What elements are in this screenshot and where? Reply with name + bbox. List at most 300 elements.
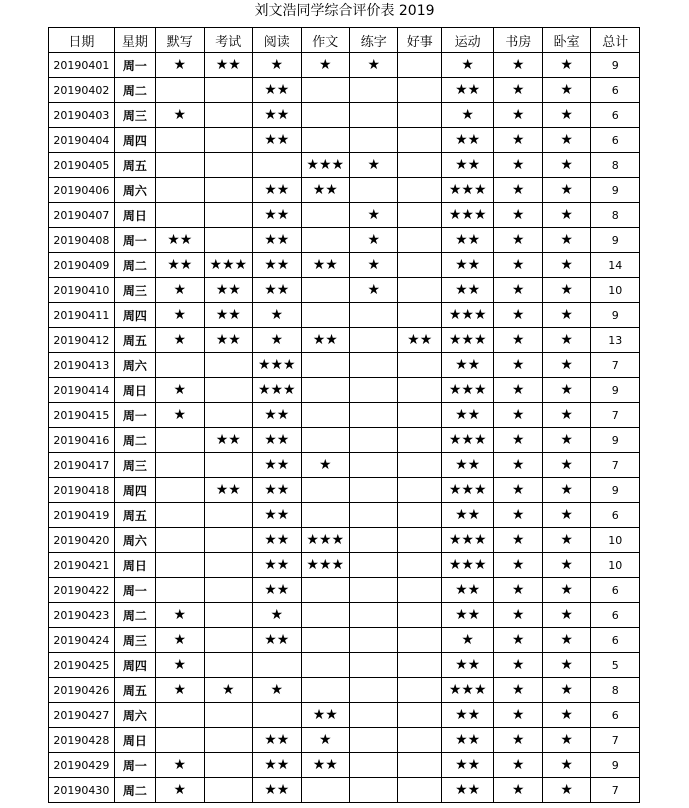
composition-stars bbox=[301, 278, 349, 303]
bedroom-stars: ★ bbox=[542, 303, 590, 328]
total-cell: 9 bbox=[591, 428, 640, 453]
total-cell: 5 bbox=[591, 653, 640, 678]
composition-stars bbox=[301, 428, 349, 453]
table-row bbox=[49, 203, 640, 228]
weekday-cell: 周二 bbox=[114, 603, 155, 628]
reading-stars: ★ bbox=[253, 678, 301, 703]
calligraphy-stars bbox=[350, 753, 398, 778]
composition-stars bbox=[301, 478, 349, 503]
calligraphy-stars bbox=[350, 303, 398, 328]
calligraphy-stars bbox=[350, 503, 398, 528]
reading-stars: ★★ bbox=[253, 78, 301, 103]
reading-stars: ★★ bbox=[253, 128, 301, 153]
exam-stars: ★★ bbox=[204, 303, 252, 328]
sports-stars: ★ bbox=[441, 103, 494, 128]
calligraphy-stars: ★ bbox=[350, 153, 398, 178]
bedroom-stars: ★ bbox=[542, 453, 590, 478]
date-cell: 20190430 bbox=[49, 778, 115, 803]
good-deeds-stars bbox=[398, 778, 441, 803]
dictation-stars: ★ bbox=[156, 378, 204, 403]
bedroom-stars: ★ bbox=[542, 578, 590, 603]
composition-stars: ★★ bbox=[301, 253, 349, 278]
calligraphy-stars bbox=[350, 528, 398, 553]
date-cell: 20190404 bbox=[49, 128, 115, 153]
bedroom-stars: ★ bbox=[542, 228, 590, 253]
date-cell: 20190424 bbox=[49, 628, 115, 653]
dictation-stars: ★ bbox=[156, 753, 204, 778]
date-cell: 20190411 bbox=[49, 303, 115, 328]
composition-stars bbox=[301, 303, 349, 328]
reading-stars: ★★ bbox=[253, 753, 301, 778]
good-deeds-stars bbox=[398, 453, 441, 478]
reading-stars: ★★ bbox=[253, 528, 301, 553]
table-row bbox=[49, 553, 640, 578]
total-cell: 13 bbox=[591, 328, 640, 353]
weekday-cell: 周日 bbox=[114, 553, 155, 578]
composition-stars: ★★★ bbox=[301, 528, 349, 553]
exam-stars: ★★ bbox=[204, 53, 252, 78]
dictation-stars bbox=[156, 78, 204, 103]
table-row bbox=[49, 653, 640, 678]
weekday-cell: 周二 bbox=[114, 428, 155, 453]
calligraphy-stars: ★ bbox=[350, 53, 398, 78]
total-cell: 8 bbox=[591, 203, 640, 228]
bedroom-stars: ★ bbox=[542, 378, 590, 403]
exam-stars bbox=[204, 203, 252, 228]
table-row bbox=[49, 528, 640, 553]
good-deeds-stars bbox=[398, 153, 441, 178]
exam-stars bbox=[204, 653, 252, 678]
dictation-stars bbox=[156, 528, 204, 553]
page-title: 刘文浩同学综合评价表 2019 bbox=[254, 3, 435, 19]
table-row bbox=[49, 453, 640, 478]
reading-stars: ★★★ bbox=[253, 378, 301, 403]
study-room-stars: ★ bbox=[494, 278, 542, 303]
study-room-stars: ★ bbox=[494, 478, 542, 503]
sports-stars: ★★ bbox=[441, 453, 494, 478]
table-row bbox=[49, 178, 640, 203]
header-reading: 阅读 bbox=[253, 28, 301, 53]
sports-stars: ★★★ bbox=[441, 328, 494, 353]
dictation-stars: ★ bbox=[156, 628, 204, 653]
table-header-row bbox=[49, 28, 640, 53]
weekday-cell: 周一 bbox=[114, 403, 155, 428]
date-cell: 20190410 bbox=[49, 278, 115, 303]
dictation-stars bbox=[156, 428, 204, 453]
date-cell: 20190418 bbox=[49, 478, 115, 503]
study-room-stars: ★ bbox=[494, 353, 542, 378]
reading-stars: ★ bbox=[253, 53, 301, 78]
total-cell: 10 bbox=[591, 278, 640, 303]
good-deeds-stars bbox=[398, 353, 441, 378]
reading-stars: ★★ bbox=[253, 578, 301, 603]
exam-stars bbox=[204, 353, 252, 378]
header-exam: 考试 bbox=[204, 28, 252, 53]
study-room-stars: ★ bbox=[494, 553, 542, 578]
bedroom-stars: ★ bbox=[542, 753, 590, 778]
exam-stars: ★ bbox=[204, 678, 252, 703]
sports-stars: ★★ bbox=[441, 353, 494, 378]
good-deeds-stars bbox=[398, 728, 441, 753]
weekday-cell: 周四 bbox=[114, 653, 155, 678]
reading-stars bbox=[253, 153, 301, 178]
good-deeds-stars bbox=[398, 203, 441, 228]
reading-stars: ★★ bbox=[253, 553, 301, 578]
reading-stars: ★★ bbox=[253, 203, 301, 228]
composition-stars: ★ bbox=[301, 53, 349, 78]
composition-stars bbox=[301, 203, 349, 228]
date-cell: 20190421 bbox=[49, 553, 115, 578]
table-row bbox=[49, 478, 640, 503]
weekday-cell: 周一 bbox=[114, 228, 155, 253]
total-cell: 10 bbox=[591, 553, 640, 578]
sports-stars: ★★★ bbox=[441, 478, 494, 503]
header-dictation: 默写 bbox=[156, 28, 204, 53]
table-row bbox=[49, 728, 640, 753]
exam-stars bbox=[204, 628, 252, 653]
total-cell: 9 bbox=[591, 753, 640, 778]
exam-stars bbox=[204, 778, 252, 803]
study-room-stars: ★ bbox=[494, 753, 542, 778]
exam-stars: ★★ bbox=[204, 328, 252, 353]
composition-stars: ★★ bbox=[301, 703, 349, 728]
date-cell: 20190423 bbox=[49, 603, 115, 628]
calligraphy-stars bbox=[350, 378, 398, 403]
total-cell: 8 bbox=[591, 153, 640, 178]
sports-stars: ★★ bbox=[441, 228, 494, 253]
sports-stars: ★★ bbox=[441, 603, 494, 628]
dictation-stars: ★ bbox=[156, 678, 204, 703]
composition-stars: ★ bbox=[301, 728, 349, 753]
exam-stars bbox=[204, 103, 252, 128]
date-cell: 20190403 bbox=[49, 103, 115, 128]
exam-stars bbox=[204, 703, 252, 728]
study-room-stars: ★ bbox=[494, 453, 542, 478]
good-deeds-stars bbox=[398, 228, 441, 253]
exam-stars: ★★★ bbox=[204, 253, 252, 278]
reading-stars: ★★ bbox=[253, 478, 301, 503]
bedroom-stars: ★ bbox=[542, 103, 590, 128]
good-deeds-stars bbox=[398, 278, 441, 303]
study-room-stars: ★ bbox=[494, 128, 542, 153]
calligraphy-stars bbox=[350, 328, 398, 353]
date-cell: 20190402 bbox=[49, 78, 115, 103]
total-cell: 9 bbox=[591, 303, 640, 328]
bedroom-stars: ★ bbox=[542, 428, 590, 453]
table-row bbox=[49, 503, 640, 528]
sports-stars: ★★ bbox=[441, 128, 494, 153]
date-cell: 20190416 bbox=[49, 428, 115, 453]
bedroom-stars: ★ bbox=[542, 178, 590, 203]
exam-stars bbox=[204, 178, 252, 203]
good-deeds-stars bbox=[398, 103, 441, 128]
total-cell: 7 bbox=[591, 728, 640, 753]
table-row bbox=[49, 253, 640, 278]
total-cell: 6 bbox=[591, 703, 640, 728]
exam-stars bbox=[204, 503, 252, 528]
good-deeds-stars bbox=[398, 478, 441, 503]
composition-stars: ★★ bbox=[301, 328, 349, 353]
weekday-cell: 周三 bbox=[114, 628, 155, 653]
table-row bbox=[49, 628, 640, 653]
composition-stars bbox=[301, 578, 349, 603]
sports-stars: ★★ bbox=[441, 253, 494, 278]
bedroom-stars: ★ bbox=[542, 653, 590, 678]
total-cell: 9 bbox=[591, 53, 640, 78]
calligraphy-stars bbox=[350, 578, 398, 603]
table-row bbox=[49, 153, 640, 178]
composition-stars bbox=[301, 603, 349, 628]
bedroom-stars: ★ bbox=[542, 203, 590, 228]
study-room-stars: ★ bbox=[494, 78, 542, 103]
exam-stars: ★★ bbox=[204, 428, 252, 453]
reading-stars: ★★★ bbox=[253, 353, 301, 378]
calligraphy-stars: ★ bbox=[350, 203, 398, 228]
sports-stars: ★★ bbox=[441, 728, 494, 753]
calligraphy-stars bbox=[350, 628, 398, 653]
study-room-stars: ★ bbox=[494, 503, 542, 528]
header-good-deeds: 好事 bbox=[398, 28, 441, 53]
date-cell: 20190412 bbox=[49, 328, 115, 353]
header-total: 总计 bbox=[591, 28, 640, 53]
study-room-stars: ★ bbox=[494, 428, 542, 453]
good-deeds-stars bbox=[398, 553, 441, 578]
weekday-cell: 周三 bbox=[114, 103, 155, 128]
dictation-stars: ★★ bbox=[156, 253, 204, 278]
weekday-cell: 周二 bbox=[114, 78, 155, 103]
header-sports: 运动 bbox=[441, 28, 494, 53]
sports-stars: ★★ bbox=[441, 653, 494, 678]
calligraphy-stars: ★ bbox=[350, 228, 398, 253]
exam-stars: ★★ bbox=[204, 278, 252, 303]
table-row bbox=[49, 678, 640, 703]
bedroom-stars: ★ bbox=[542, 153, 590, 178]
calligraphy-stars bbox=[350, 553, 398, 578]
good-deeds-stars bbox=[398, 53, 441, 78]
bedroom-stars: ★ bbox=[542, 478, 590, 503]
good-deeds-stars bbox=[398, 703, 441, 728]
weekday-cell: 周日 bbox=[114, 728, 155, 753]
reading-stars: ★★ bbox=[253, 503, 301, 528]
calligraphy-stars bbox=[350, 703, 398, 728]
composition-stars bbox=[301, 78, 349, 103]
total-cell: 6 bbox=[591, 503, 640, 528]
sports-stars: ★ bbox=[441, 628, 494, 653]
sports-stars: ★★ bbox=[441, 503, 494, 528]
good-deeds-stars bbox=[398, 78, 441, 103]
sports-stars: ★★★ bbox=[441, 203, 494, 228]
table-row bbox=[49, 303, 640, 328]
exam-stars bbox=[204, 453, 252, 478]
dictation-stars: ★ bbox=[156, 328, 204, 353]
table-row bbox=[49, 603, 640, 628]
table-row bbox=[49, 103, 640, 128]
weekday-cell: 周日 bbox=[114, 378, 155, 403]
bedroom-stars: ★ bbox=[542, 78, 590, 103]
exam-stars bbox=[204, 153, 252, 178]
reading-stars: ★★ bbox=[253, 403, 301, 428]
sports-stars: ★★ bbox=[441, 403, 494, 428]
table-row bbox=[49, 753, 640, 778]
good-deeds-stars bbox=[398, 753, 441, 778]
date-cell: 20190429 bbox=[49, 753, 115, 778]
weekday-cell: 周二 bbox=[114, 778, 155, 803]
reading-stars: ★ bbox=[253, 328, 301, 353]
weekday-cell: 周五 bbox=[114, 678, 155, 703]
total-cell: 9 bbox=[591, 178, 640, 203]
table-row bbox=[49, 228, 640, 253]
study-room-stars: ★ bbox=[494, 528, 542, 553]
reading-stars bbox=[253, 703, 301, 728]
good-deeds-stars: ★★ bbox=[398, 328, 441, 353]
date-cell: 20190425 bbox=[49, 653, 115, 678]
date-cell: 20190406 bbox=[49, 178, 115, 203]
bedroom-stars: ★ bbox=[542, 253, 590, 278]
total-cell: 14 bbox=[591, 253, 640, 278]
date-cell: 20190408 bbox=[49, 228, 115, 253]
composition-stars: ★ bbox=[301, 453, 349, 478]
dictation-stars: ★ bbox=[156, 603, 204, 628]
dictation-stars: ★ bbox=[156, 778, 204, 803]
study-room-stars: ★ bbox=[494, 678, 542, 703]
exam-stars bbox=[204, 128, 252, 153]
sports-stars: ★★ bbox=[441, 278, 494, 303]
calligraphy-stars bbox=[350, 653, 398, 678]
dictation-stars bbox=[156, 353, 204, 378]
weekday-cell: 周五 bbox=[114, 328, 155, 353]
composition-stars: ★★★ bbox=[301, 153, 349, 178]
study-room-stars: ★ bbox=[494, 203, 542, 228]
good-deeds-stars bbox=[398, 503, 441, 528]
header-bedroom: 卧室 bbox=[542, 28, 590, 53]
calligraphy-stars bbox=[350, 353, 398, 378]
reading-stars: ★★ bbox=[253, 253, 301, 278]
weekday-cell: 周六 bbox=[114, 528, 155, 553]
date-cell: 20190420 bbox=[49, 528, 115, 553]
bedroom-stars: ★ bbox=[542, 628, 590, 653]
good-deeds-stars bbox=[398, 428, 441, 453]
study-room-stars: ★ bbox=[494, 253, 542, 278]
date-cell: 20190422 bbox=[49, 578, 115, 603]
dictation-stars: ★ bbox=[156, 53, 204, 78]
table-row bbox=[49, 328, 640, 353]
composition-stars: ★★★ bbox=[301, 553, 349, 578]
weekday-cell: 周六 bbox=[114, 178, 155, 203]
weekday-cell: 周日 bbox=[114, 203, 155, 228]
date-cell: 20190415 bbox=[49, 403, 115, 428]
sports-stars: ★★ bbox=[441, 153, 494, 178]
study-room-stars: ★ bbox=[494, 403, 542, 428]
sports-stars: ★★ bbox=[441, 578, 494, 603]
dictation-stars bbox=[156, 178, 204, 203]
total-cell: 6 bbox=[591, 628, 640, 653]
calligraphy-stars bbox=[350, 178, 398, 203]
calligraphy-stars bbox=[350, 403, 398, 428]
study-room-stars: ★ bbox=[494, 153, 542, 178]
header-study-room: 书房 bbox=[494, 28, 542, 53]
dictation-stars bbox=[156, 478, 204, 503]
composition-stars bbox=[301, 403, 349, 428]
bedroom-stars: ★ bbox=[542, 403, 590, 428]
good-deeds-stars bbox=[398, 653, 441, 678]
date-cell: 20190414 bbox=[49, 378, 115, 403]
reading-stars: ★ bbox=[253, 303, 301, 328]
header-date: 日期 bbox=[49, 28, 115, 53]
sports-stars: ★★ bbox=[441, 753, 494, 778]
study-room-stars: ★ bbox=[494, 703, 542, 728]
header-composition: 作文 bbox=[301, 28, 349, 53]
weekday-cell: 周一 bbox=[114, 53, 155, 78]
composition-stars bbox=[301, 628, 349, 653]
dictation-stars bbox=[156, 203, 204, 228]
study-room-stars: ★ bbox=[494, 103, 542, 128]
reading-stars: ★ bbox=[253, 603, 301, 628]
exam-stars bbox=[204, 528, 252, 553]
dictation-stars bbox=[156, 503, 204, 528]
total-cell: 7 bbox=[591, 778, 640, 803]
reading-stars: ★★ bbox=[253, 628, 301, 653]
table-row bbox=[49, 53, 640, 78]
total-cell: 8 bbox=[591, 678, 640, 703]
weekday-cell: 周二 bbox=[114, 253, 155, 278]
weekday-cell: 周四 bbox=[114, 303, 155, 328]
bedroom-stars: ★ bbox=[542, 353, 590, 378]
calligraphy-stars bbox=[350, 78, 398, 103]
good-deeds-stars bbox=[398, 403, 441, 428]
weekday-cell: 周四 bbox=[114, 128, 155, 153]
sports-stars: ★ bbox=[441, 53, 494, 78]
bedroom-stars: ★ bbox=[542, 278, 590, 303]
date-cell: 20190417 bbox=[49, 453, 115, 478]
date-cell: 20190413 bbox=[49, 353, 115, 378]
bedroom-stars: ★ bbox=[542, 553, 590, 578]
total-cell: 6 bbox=[591, 603, 640, 628]
table-row bbox=[49, 428, 640, 453]
weekday-cell: 周三 bbox=[114, 453, 155, 478]
total-cell: 6 bbox=[591, 103, 640, 128]
sports-stars: ★★★ bbox=[441, 428, 494, 453]
total-cell: 6 bbox=[591, 578, 640, 603]
reading-stars: ★★ bbox=[253, 278, 301, 303]
table-row bbox=[49, 78, 640, 103]
exam-stars bbox=[204, 553, 252, 578]
study-room-stars: ★ bbox=[494, 628, 542, 653]
evaluation-table bbox=[48, 27, 640, 803]
weekday-cell: 周四 bbox=[114, 478, 155, 503]
weekday-cell: 周五 bbox=[114, 503, 155, 528]
total-cell: 9 bbox=[591, 378, 640, 403]
table-row bbox=[49, 778, 640, 803]
bedroom-stars: ★ bbox=[542, 778, 590, 803]
bedroom-stars: ★ bbox=[542, 703, 590, 728]
header-weekday: 星期 bbox=[114, 28, 155, 53]
calligraphy-stars bbox=[350, 453, 398, 478]
calligraphy-stars bbox=[350, 678, 398, 703]
study-room-stars: ★ bbox=[494, 603, 542, 628]
calligraphy-stars: ★ bbox=[350, 253, 398, 278]
dictation-stars bbox=[156, 578, 204, 603]
table-row bbox=[49, 128, 640, 153]
date-cell: 20190401 bbox=[49, 53, 115, 78]
good-deeds-stars bbox=[398, 303, 441, 328]
date-cell: 20190427 bbox=[49, 703, 115, 728]
bedroom-stars: ★ bbox=[542, 678, 590, 703]
total-cell: 9 bbox=[591, 228, 640, 253]
dictation-stars bbox=[156, 553, 204, 578]
total-cell: 9 bbox=[591, 478, 640, 503]
total-cell: 7 bbox=[591, 403, 640, 428]
weekday-cell: 周一 bbox=[114, 578, 155, 603]
